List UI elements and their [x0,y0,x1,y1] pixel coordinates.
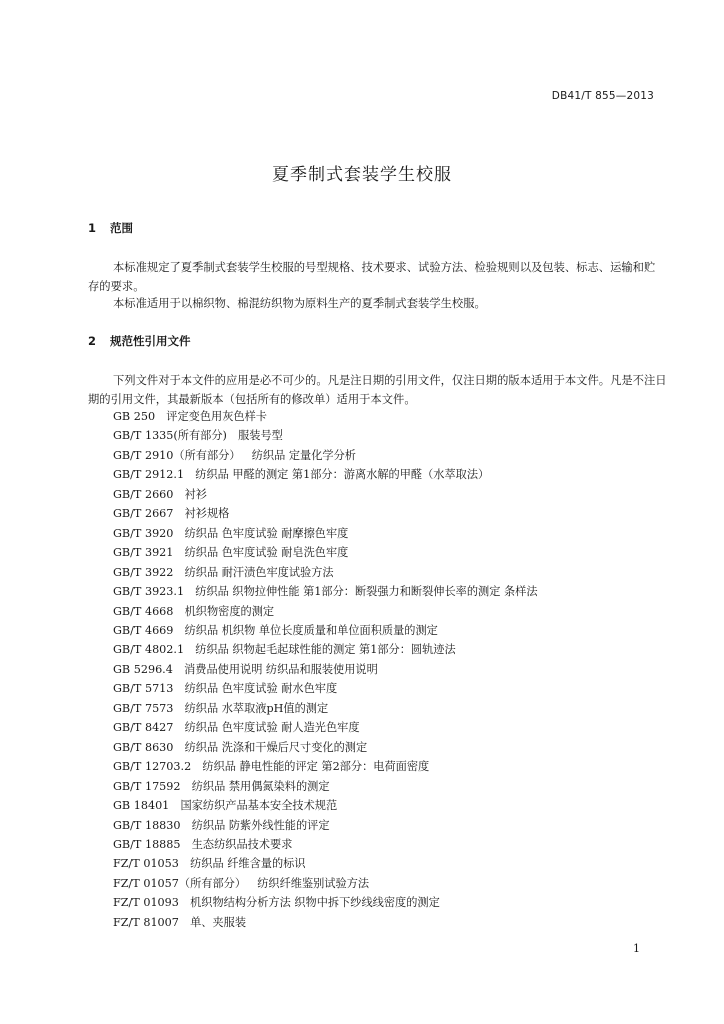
reference-item [113,796,538,815]
section-title: 规范性引用文件 [110,334,191,348]
reference-code: GB/T 4668 [113,604,174,618]
reference-title: 国家纺织产品基本安全技术规范 [180,799,338,813]
reference-code: GB/T 1335(所有部分) [113,429,227,443]
reference-title: 纺织品 水萃取液pH值的测定 [184,701,329,715]
reference-title: 纺织品 色牢度试验 耐水色牢度 [184,682,338,696]
reference-item [113,640,538,659]
reference-code: GB/T 4802.1 [113,643,185,657]
reference-code: FZ/T 01093 [113,896,179,910]
reference-item [113,816,538,835]
reference-code: GB/T 2667 [113,507,174,521]
reference-title: 纺织品 洗涤和干燥后尺寸变化的测定 [184,740,368,754]
reference-code: GB/T 8427 [113,721,174,735]
reference-code: FZ/T 81007 [113,915,179,929]
reference-title: 纺织品 机织物 单位长度质量和单位面积质量的测定 [184,623,438,637]
reference-title: 纺织品 色牢度试验 耐人造光色牢度 [184,721,360,735]
reference-item [113,757,538,776]
reference-title: 服装号型 [238,429,283,443]
reference-code: GB/T 3921 [113,546,174,560]
section-title: 范围 [110,221,134,235]
reference-code: GB/T 2660 [113,487,174,501]
reference-code: GB/T 2910（所有部分） [113,448,241,462]
reference-code: GB/T 2912.1 [113,468,185,482]
reference-code: FZ/T 01057（所有部分） [113,876,247,890]
reference-item [113,699,538,718]
reference-code: GB/T 4669 [113,623,174,637]
reference-code: GB/T 18885 [113,837,181,851]
reference-item [113,407,538,426]
reference-item [113,485,538,504]
reference-item [113,679,538,698]
reference-item [113,854,538,873]
reference-title: 机织物结构分析方法 织物中拆下纱线线密度的测定 [190,896,440,910]
reference-code: GB 18401 [113,799,170,813]
reference-title: 纺织品 禁用偶氮染料的测定 [191,779,330,793]
reference-item [113,602,538,621]
reference-title: 纺织品 防紫外线性能的评定 [191,818,330,832]
reference-item [113,874,538,893]
reference-title: 机织物密度的测定 [184,604,275,618]
reference-title: 单、夹服装 [190,915,247,929]
reference-code: GB/T 12703.2 [113,760,192,774]
scope-paragraph-1: 本标准规定了夏季制式套装学生校服的号型规格、技术要求、试验方法、检验规则以及包装、标志、运输和贮存的要求。 [88,261,656,293]
reference-item [113,835,538,854]
reference-title: 衬衫 [184,487,207,501]
reference-title: 消费品使用说明 纺织品和服装使用说明 [184,662,378,676]
reference-code: GB/T 8630 [113,740,174,754]
reference-code: FZ/T 01053 [113,857,179,871]
reference-title: 纺织纤维鉴别试验方法 [257,876,370,890]
reference-title: 纺织品 纤维含量的标识 [190,857,306,871]
standard-code: DB41/T 855—2013 [551,90,654,102]
reference-title: 纺织品 甲醛的测定 第1部分：游离水解的甲醛（水萃取法） [195,468,490,482]
section-number: 1 [88,221,97,235]
reference-title: 纺织品 耐汗渍色牢度试验方法 [184,565,334,579]
reference-item [113,446,538,465]
reference-item [113,465,538,484]
reference-code: GB/T 17592 [113,779,181,793]
references-intro-paragraph: 下列文件对于本文件的应用是必不可少的。凡是注日期的引用文件，仅注日期的版本适用于本文件。凡是不注日期的引用文件，其最新版本（包括所有的修改单）适用于本文件。 [88,374,667,406]
reference-item [113,563,538,582]
reference-title: 评定变色用灰色样卡 [166,410,267,423]
reference-code: GB/T 3923.1 [113,585,185,599]
reference-item [113,621,538,640]
reference-title: 纺织品 静电性能的评定 第2部分：电荷面密度 [202,760,430,774]
reference-item [113,426,538,445]
reference-item [113,582,538,601]
reference-item [113,718,538,737]
section-2-heading [88,333,191,349]
reference-item [113,524,538,543]
reference-item [113,504,538,523]
section-1-heading [88,220,133,236]
page-number: 1 [633,942,640,955]
reference-item [113,543,538,562]
reference-code: GB 250 [113,410,156,423]
reference-title: 衬衫规格 [184,507,230,521]
reference-code: GB/T 3922 [113,565,174,579]
reference-item [113,777,538,796]
scope-paragraph-2: 本标准适用于以棉织物、棉混纺织物为原料生产的夏季制式套装学生校服。 [113,297,486,310]
reference-code: GB 5296.4 [113,662,173,676]
reference-title: 纺织品 色牢度试验 耐皂洗色牢度 [184,546,349,560]
reference-code: GB/T 3920 [113,526,174,540]
reference-code: GB/T 5713 [113,682,174,696]
reference-title: 生态纺织品技术要求 [191,837,293,851]
reference-item [113,913,538,932]
reference-title: 纺织品 色牢度试验 耐摩擦色牢度 [184,526,349,540]
reference-code: GB/T 7573 [113,701,174,715]
reference-title: 纺织品 定量化学分析 [251,448,356,462]
normative-references-list [113,407,538,932]
section-number: 2 [88,334,97,348]
document-title: 夏季制式套装学生校服 [272,165,452,185]
reference-item [113,660,538,679]
reference-title: 纺织品 织物拉伸性能 第1部分：断裂强力和断裂伸长率的测定 条样法 [195,585,538,599]
reference-item [113,738,538,757]
reference-title: 纺织品 织物起毛起球性能的测定 第1部分：圆轨迹法 [195,643,456,657]
reference-code: GB/T 18830 [113,818,181,832]
reference-item [113,893,538,912]
